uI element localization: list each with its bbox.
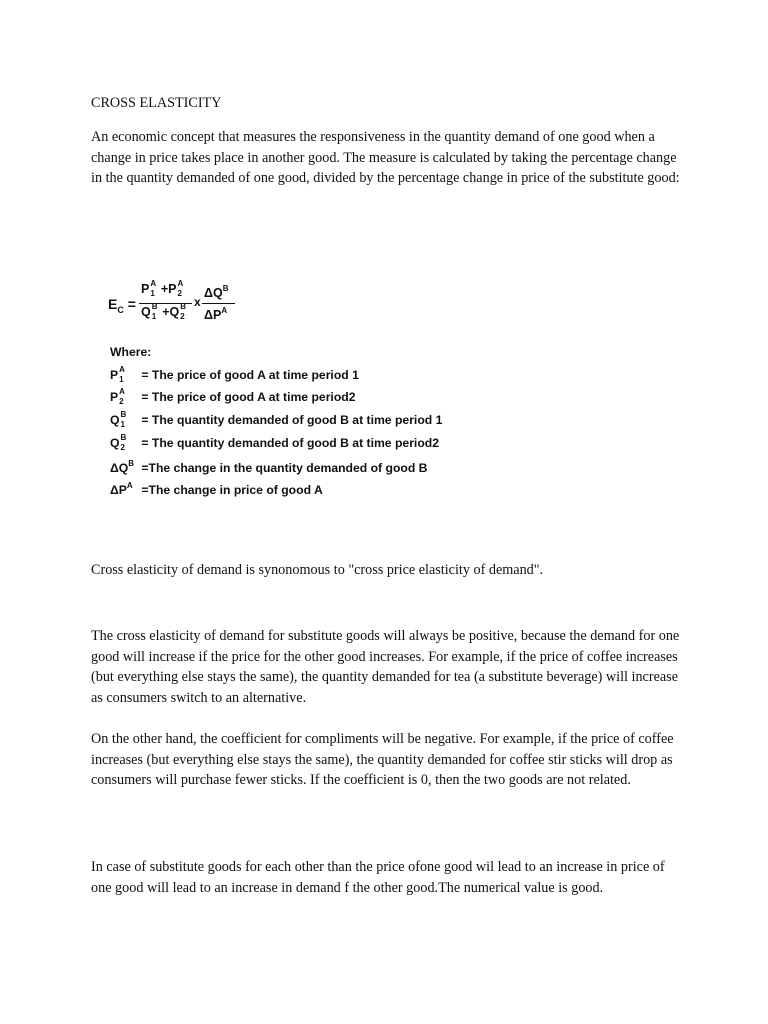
paragraph-substitutes: The cross elasticity of demand for substitute goods will always be positive, because the demand for one good will increase if the price for the other good increases. For example, if the price of coffee increases (but everything else stays the same), the quantity demanded for tea (a substitute beverage) will increase as consumers switch to an alternative.: [91, 628, 680, 706]
definition-item: P A 1 = The price of good A at time period 1: [110, 365, 359, 384]
document-title: CROSS ELASTICITY: [91, 95, 222, 111]
paragraph-conclusion: In case of substitute goods for each other than the price ofone good wil lead to an increase in price of one good will lead to an increase in demand f the other good.The numerical value is good.: [91, 859, 665, 896]
intro-paragraph: An economic concept that measures the responsiveness in the quantity demand of one good when a change in price takes place in another good. The measure is calculated by taking the percentage change in the quantity demanded of one good, divided by the percentage change in price of the substitute good:: [91, 129, 680, 187]
paragraph-complements: On the other hand, the coefficient for compliments will be negative. For example, if the price of coffee increases (but everything else stays the same), the quantity demanded for coffee stir sticks will drop as consumers will purchase fewer sticks. If the coefficient is 0, then the two goods are not related.: [91, 731, 674, 789]
formula-delta-q: $\Delta Q^B$: [204, 284, 229, 300]
definition-item: Q B 1 = The quantity demanded of good B at time period 1: [110, 410, 443, 429]
formula-delta-p: $\Delta P^A$: [204, 306, 228, 322]
definition-item: P A 2 = The price of good A at time period2: [110, 387, 356, 406]
definition-item: $\Delta P^A =The$ change in price of good A: [110, 481, 323, 497]
definition-item: Q B 2 = The quantity demanded of good B at time period2: [110, 433, 439, 452]
formula-times: x: [194, 295, 201, 309]
formula-lhs: $E_C$ =: [108, 296, 136, 315]
fraction-bar: [202, 303, 235, 304]
definition-item: $\Delta Q^B =The$ change in the quantity demanded of good B: [110, 459, 428, 475]
formula-numerator: P A 1 +P A 2: [141, 279, 184, 298]
where-title: Where:: [110, 345, 152, 359]
formula-denominator: Q B 1 +Q B 2: [141, 302, 187, 321]
paragraph-synonym: Cross elasticity of demand is synonomous to "cross price elasticity of demand".: [91, 562, 544, 578]
